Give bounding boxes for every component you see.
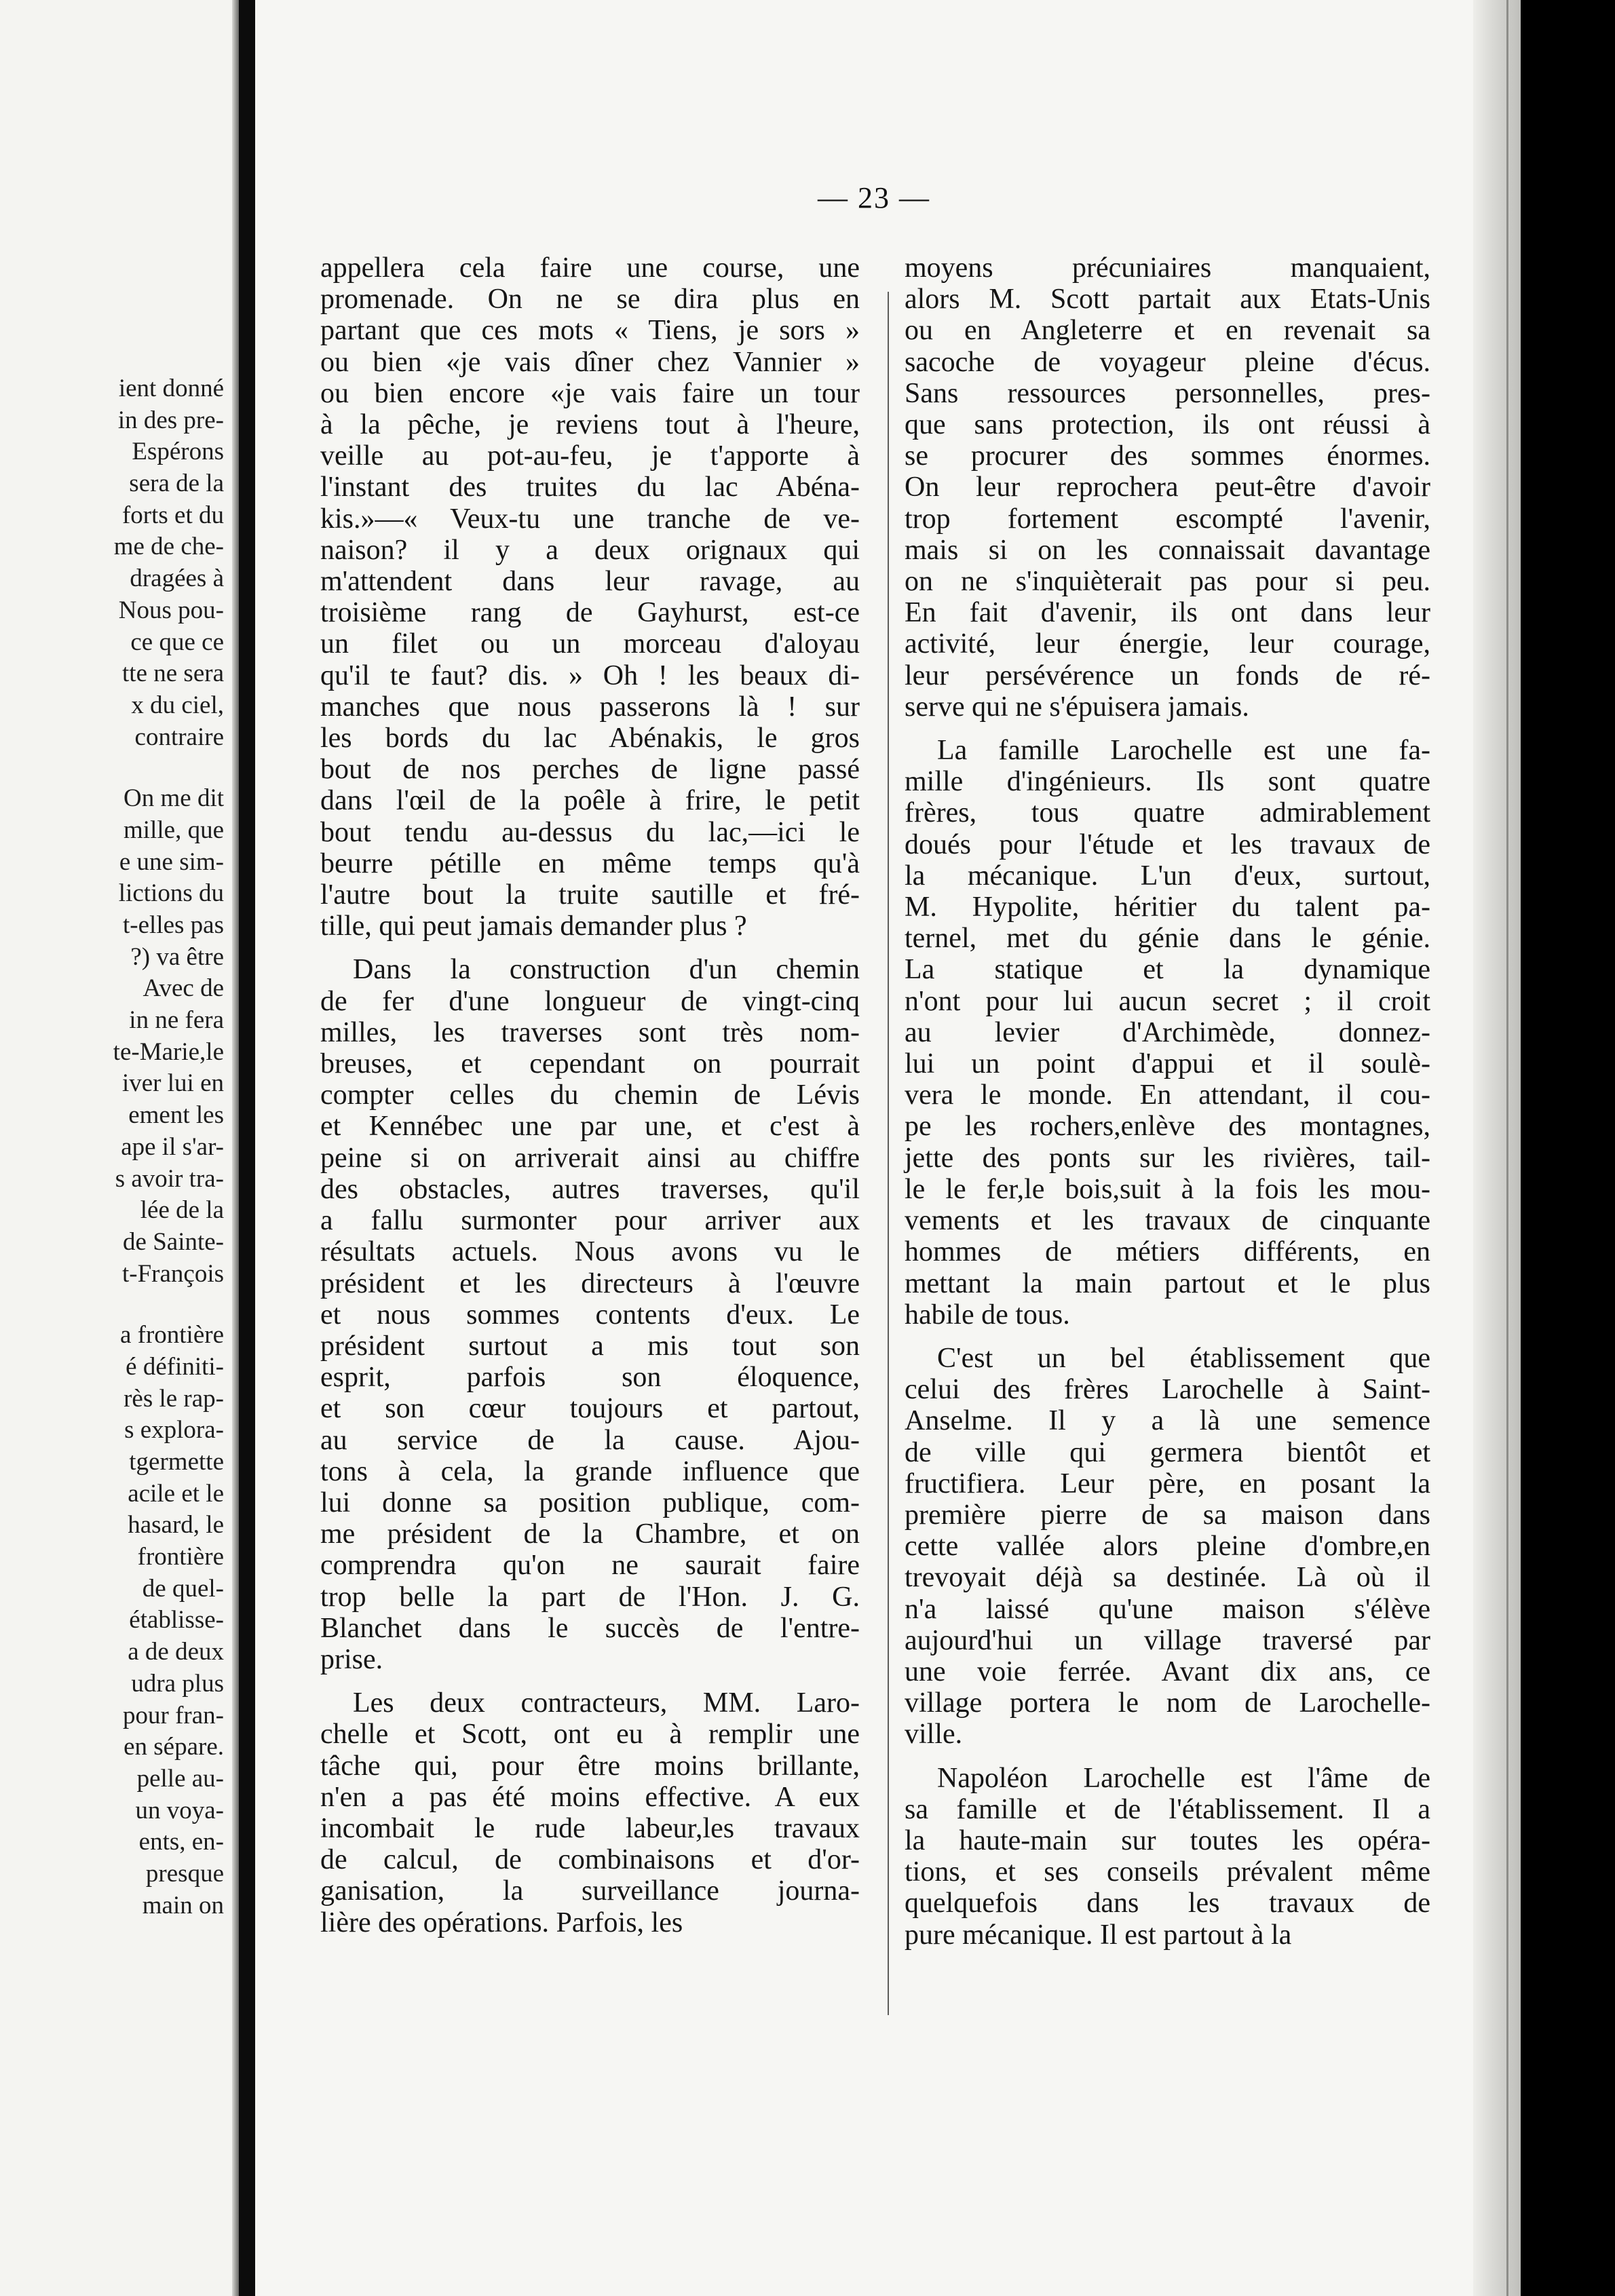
text-column-right — [905, 252, 1430, 1963]
text-line: dans l'œil de la poêle à frire, le petit — [320, 785, 860, 817]
text-line: Anselme. Il y a là une semence — [905, 1405, 1430, 1437]
left-page-line: presque — [145, 1859, 224, 1888]
text-line: lui un point d'appui et il soulè- — [905, 1048, 1430, 1080]
left-page-line: forts et du — [121, 501, 224, 529]
text-line: incombait le rude labeur,les travaux — [320, 1812, 860, 1844]
page-gutter-shadow — [232, 0, 239, 2296]
text-line: ou bien encore «je vais faire un tour — [320, 377, 860, 409]
text-line: En fait d'avenir, ils ont dans leur — [905, 597, 1430, 629]
left-page-line: udra plus — [131, 1669, 224, 1698]
text-line: Napoléon Larochelle est l'âme de — [937, 1762, 1430, 1794]
left-page-line: un voya- — [135, 1796, 224, 1824]
text-line: à la pêche, je reviens tout à l'heure, — [320, 409, 860, 441]
left-page-line: pour fran- — [123, 1701, 224, 1729]
text-line: On leur reprochera peut-être d'avoir — [905, 472, 1430, 503]
text-line: président surtout a mis tout son — [320, 1330, 860, 1362]
text-line: n'ont pour lui aucun secret ; il croit — [905, 985, 1430, 1017]
paragraph — [320, 252, 860, 942]
text-line: celui des frères Larochelle à Saint- — [905, 1374, 1430, 1406]
left-page-line: me de che- — [113, 533, 224, 561]
text-line: quelquefois dans les travaux de — [905, 1888, 1430, 1919]
text-line: doués pour l'étude et les travaux de — [905, 828, 1430, 860]
left-page-line: main on — [142, 1891, 224, 1919]
page-edge — [1473, 0, 1521, 2296]
text-line: mais si on les connaissait davantage — [905, 534, 1430, 566]
paragraph — [905, 252, 1430, 723]
text-line: au service de la cause. Ajou- — [320, 1424, 860, 1456]
text-line: moyens précuniaires manquaient, — [905, 252, 1430, 284]
text-line: de ville qui germera bientôt et — [905, 1436, 1430, 1468]
text-line: activité, leur énergie, leur courage, — [905, 628, 1430, 660]
text-line: pure mécanique. Il est partout à la — [905, 1919, 1292, 1951]
text-line: résultats actuels. Nous avons vu le — [320, 1236, 860, 1268]
left-page-line: On me dit — [124, 784, 224, 813]
text-line: Les deux contracteurs, MM. Laro- — [353, 1687, 860, 1719]
text-line: me président de la Chambre, et on — [320, 1518, 860, 1550]
left-page-line: frontière — [137, 1543, 224, 1571]
left-page-line: x du ciel, — [131, 691, 224, 719]
paragraph — [320, 954, 860, 1675]
text-line: esprit, parfois son éloquence, — [320, 1362, 860, 1394]
left-page-line: acile et le — [128, 1479, 224, 1508]
text-line: partant que ces mots « Tiens, je sors » — [320, 315, 860, 347]
text-line: troisième rang de Gayhurst, est-ce — [320, 597, 860, 629]
text-line: serve qui ne s'épuisera jamais. — [905, 691, 1249, 723]
text-line: mettant la main partout et le plus — [905, 1267, 1430, 1299]
left-page-line: te-Marie,le — [113, 1037, 224, 1066]
text-line: et Kennébec une par une, et c'est à — [320, 1111, 860, 1143]
text-line: qu'il te faut? dis. » Oh ! les beaux di- — [320, 659, 860, 691]
text-line: au levier d'Archimède, donnez- — [905, 1016, 1430, 1048]
left-page-line: tgermette — [129, 1448, 224, 1476]
text-line: habile de tous. — [905, 1299, 1070, 1331]
text-line: alors M. Scott partait aux Etats-Unis — [905, 284, 1430, 315]
left-page-line: contraire — [134, 723, 224, 751]
text-line: beurre pétille en même temps qu'à — [320, 847, 860, 879]
text-line: frères, tous quatre admirablement — [905, 797, 1430, 829]
text-line: vera le monde. En attendant, il cou- — [905, 1079, 1430, 1111]
text-line: fructifiera. Leur père, en posant la — [905, 1468, 1430, 1499]
text-line: prise. — [320, 1643, 383, 1675]
text-line: de calcul, de combinaisons et d'or- — [320, 1844, 860, 1876]
left-page-line: Avec de — [142, 974, 224, 1003]
text-line: les bords du lac Abénakis, le gros — [320, 723, 860, 754]
left-page-text-fragments — [0, 373, 224, 1921]
text-line: a fallu surmonter pour arriver aux — [320, 1205, 860, 1237]
text-line: cette vallée alors pleine d'ombre,en — [905, 1531, 1430, 1563]
text-line: milles, les traverses sont très nom- — [320, 1016, 860, 1048]
book-spine-gap — [239, 0, 255, 2296]
left-page-line: ents, en- — [138, 1828, 224, 1856]
text-line: tons à cela, la grande influence que — [320, 1455, 860, 1487]
text-line: lui donne sa position publique, com- — [320, 1487, 860, 1518]
left-page-line: in des pre- — [117, 406, 224, 434]
text-line: ternel, met du génie dans le génie. — [905, 923, 1430, 955]
text-line: la haute-main sur toutes les opéra- — [905, 1824, 1430, 1856]
paragraph — [905, 1763, 1430, 1951]
left-page-line: pelle au- — [136, 1764, 224, 1793]
left-page-line: in ne fera — [129, 1006, 224, 1035]
column-divider — [888, 292, 889, 2015]
text-line: n'a laissé qu'une maison s'élève — [905, 1593, 1430, 1625]
text-line: jette des ponts sur les rivières, tail- — [905, 1142, 1430, 1174]
left-page-line: a de deux — [128, 1638, 224, 1666]
text-line: Dans la construction d'un chemin — [353, 954, 860, 986]
text-line: peine si on arriverait ainsi au chiffre — [320, 1142, 860, 1174]
text-line: breuses, et cependant on pourrait — [320, 1048, 860, 1080]
text-line: aujourd'hui un village traversé par — [905, 1624, 1430, 1656]
left-page-line: ape il s'ar- — [121, 1132, 224, 1161]
left-page-line: mille, que — [124, 816, 224, 844]
left-page-line: rès le rap- — [124, 1384, 224, 1413]
left-page-line: dragées à — [130, 565, 224, 593]
text-line: un filet ou un morceau d'aloyau — [320, 628, 860, 660]
text-line: trop fortement escompté l'avenir, — [905, 503, 1430, 535]
text-line: promenade. On ne se dira plus en — [320, 284, 860, 315]
text-line: village portera le nom de Larochelle- — [905, 1687, 1430, 1719]
text-line: kis.»—« Veux-tu une tranche de ve- — [320, 503, 860, 535]
left-page-line: établisse- — [129, 1606, 224, 1634]
left-page-line: ce que ce — [130, 628, 224, 656]
text-line: ville. — [905, 1719, 963, 1750]
text-line: manches que nous passerons là ! sur — [320, 691, 860, 723]
paragraph — [905, 735, 1430, 1331]
text-line: une voie ferrée. Avant dix ans, ce — [905, 1656, 1430, 1687]
left-page-line: s explora- — [124, 1416, 224, 1444]
left-page-line: t-François — [121, 1259, 224, 1288]
left-page-line: de quel- — [142, 1574, 224, 1603]
text-line: sacoche de voyageur pleine d'écus. — [905, 346, 1430, 378]
text-line: l'autre bout la truite sautille et fré- — [320, 879, 860, 911]
left-page-line: Espérons — [132, 438, 224, 466]
text-line: l'instant des truites du lac Abéna- — [320, 472, 860, 503]
text-line: la mécanique. L'un d'eux, surtout, — [905, 860, 1430, 892]
page-number: — 23 — — [818, 181, 930, 214]
left-page-line: lée de la — [140, 1196, 224, 1225]
left-page-line: ement les — [128, 1101, 224, 1130]
text-line: des obstacles, autres traverses, qu'il — [320, 1173, 860, 1205]
text-line: que sans protection, ils ont réussi à — [905, 409, 1430, 441]
text-line: chelle et Scott, ont eu à remplir une — [320, 1719, 860, 1750]
text-line: bout tendu au-dessus du lac,—ici le — [320, 816, 860, 848]
text-line: bout de nos perches de ligne passé — [320, 754, 860, 786]
text-line: ou en Angleterre et en revenait sa — [905, 315, 1430, 347]
text-line: appellera cela faire une course, une — [320, 252, 860, 284]
text-line: président et les directeurs à l'œuvre — [320, 1267, 860, 1299]
text-line: C'est un bel établissement que — [937, 1342, 1430, 1374]
left-page-line: de Sainte- — [123, 1227, 224, 1256]
text-line: ou bien «je vais dîner chez Vannier » — [320, 346, 860, 378]
text-line: le le fer,le bois,suit à la fois les mou- — [905, 1173, 1430, 1205]
text-line: pe les rochers,enlève des montagnes, — [905, 1111, 1430, 1143]
text-column-left — [320, 252, 860, 1951]
text-line: se procurer des sommes énormes. — [905, 440, 1430, 472]
left-page-line: sera de la — [129, 470, 224, 498]
text-line: veille au pot-au-feu, je t'apporte à — [320, 440, 860, 472]
left-page-line — [0, 1290, 224, 1320]
text-line: n'en a pas été moins effective. A eux — [320, 1781, 860, 1813]
left-page-line: Nous pou- — [118, 596, 224, 624]
text-line: m'attendent dans leur ravage, au — [320, 566, 860, 598]
left-page-line: en sépare. — [124, 1733, 224, 1761]
left-page-line: e une sim- — [119, 847, 224, 876]
text-line: tâche qui, pour être moins brillante, — [320, 1750, 860, 1782]
text-line: leur persévérence un fonds de ré- — [905, 659, 1430, 691]
text-line: et son cœur toujours et partout, — [320, 1393, 860, 1425]
left-facing-page — [0, 0, 239, 2296]
left-page-line: hasard, le — [128, 1511, 224, 1539]
left-page-line: lictions du — [118, 879, 224, 908]
text-line: tions, et ses conseils prévalent même — [905, 1856, 1430, 1888]
text-line: on ne s'inquièterait pas pour si peu. — [905, 566, 1430, 598]
text-line: M. Hypolite, héritier du talent pa- — [905, 892, 1430, 923]
left-page-line — [0, 753, 224, 783]
text-line: La statique et la dynamique — [905, 954, 1430, 986]
text-line: mille d'ingénieurs. Ils sont quatre — [905, 766, 1430, 798]
text-line: et nous sommes contents d'eux. Le — [320, 1299, 860, 1331]
text-line: trop belle la part de l'Hon. J. G. — [320, 1581, 860, 1613]
text-line: de fer d'une longueur de vingt-cinq — [320, 985, 860, 1017]
paragraph — [905, 1343, 1430, 1750]
text-line: sa famille et de l'établissement. Il a — [905, 1793, 1430, 1825]
text-line: La famille Larochelle est une fa- — [937, 735, 1430, 767]
text-line: hommes de métiers différents, en — [905, 1236, 1430, 1268]
left-page-line: tte ne sera — [122, 659, 224, 688]
left-page-line: s avoir tra- — [115, 1164, 224, 1193]
text-line: Sans ressources personnelles, pres- — [905, 377, 1430, 409]
left-page-line: iver lui en — [121, 1069, 224, 1098]
left-page-line: ient donné — [118, 375, 224, 402]
left-page-line: t-elles pas — [123, 911, 224, 939]
text-line: compter celles du chemin de Lévis — [320, 1079, 860, 1111]
text-line: Blanchet dans le succès de l'entre- — [320, 1612, 860, 1644]
text-line: naison? il y a deux orignaux qui — [320, 534, 860, 566]
paragraph — [320, 1687, 860, 1938]
text-line: comprendra qu'on ne saurait faire — [320, 1550, 860, 1582]
text-line: tille, qui peut jamais demander plus ? — [320, 911, 747, 942]
text-line: première pierre de sa maison dans — [905, 1499, 1430, 1531]
text-line: lière des opérations. Parfois, les — [320, 1907, 683, 1938]
text-line: ganisation, la surveillance journa- — [320, 1875, 860, 1907]
left-page-line: ?) va être — [130, 942, 224, 971]
left-page-line: é définiti- — [126, 1352, 224, 1381]
text-line: trevoyait déjà sa destinée. Là où il — [905, 1562, 1430, 1594]
left-page-line: a frontière — [119, 1321, 224, 1350]
text-line: vements et les travaux de cinquante — [905, 1205, 1430, 1237]
